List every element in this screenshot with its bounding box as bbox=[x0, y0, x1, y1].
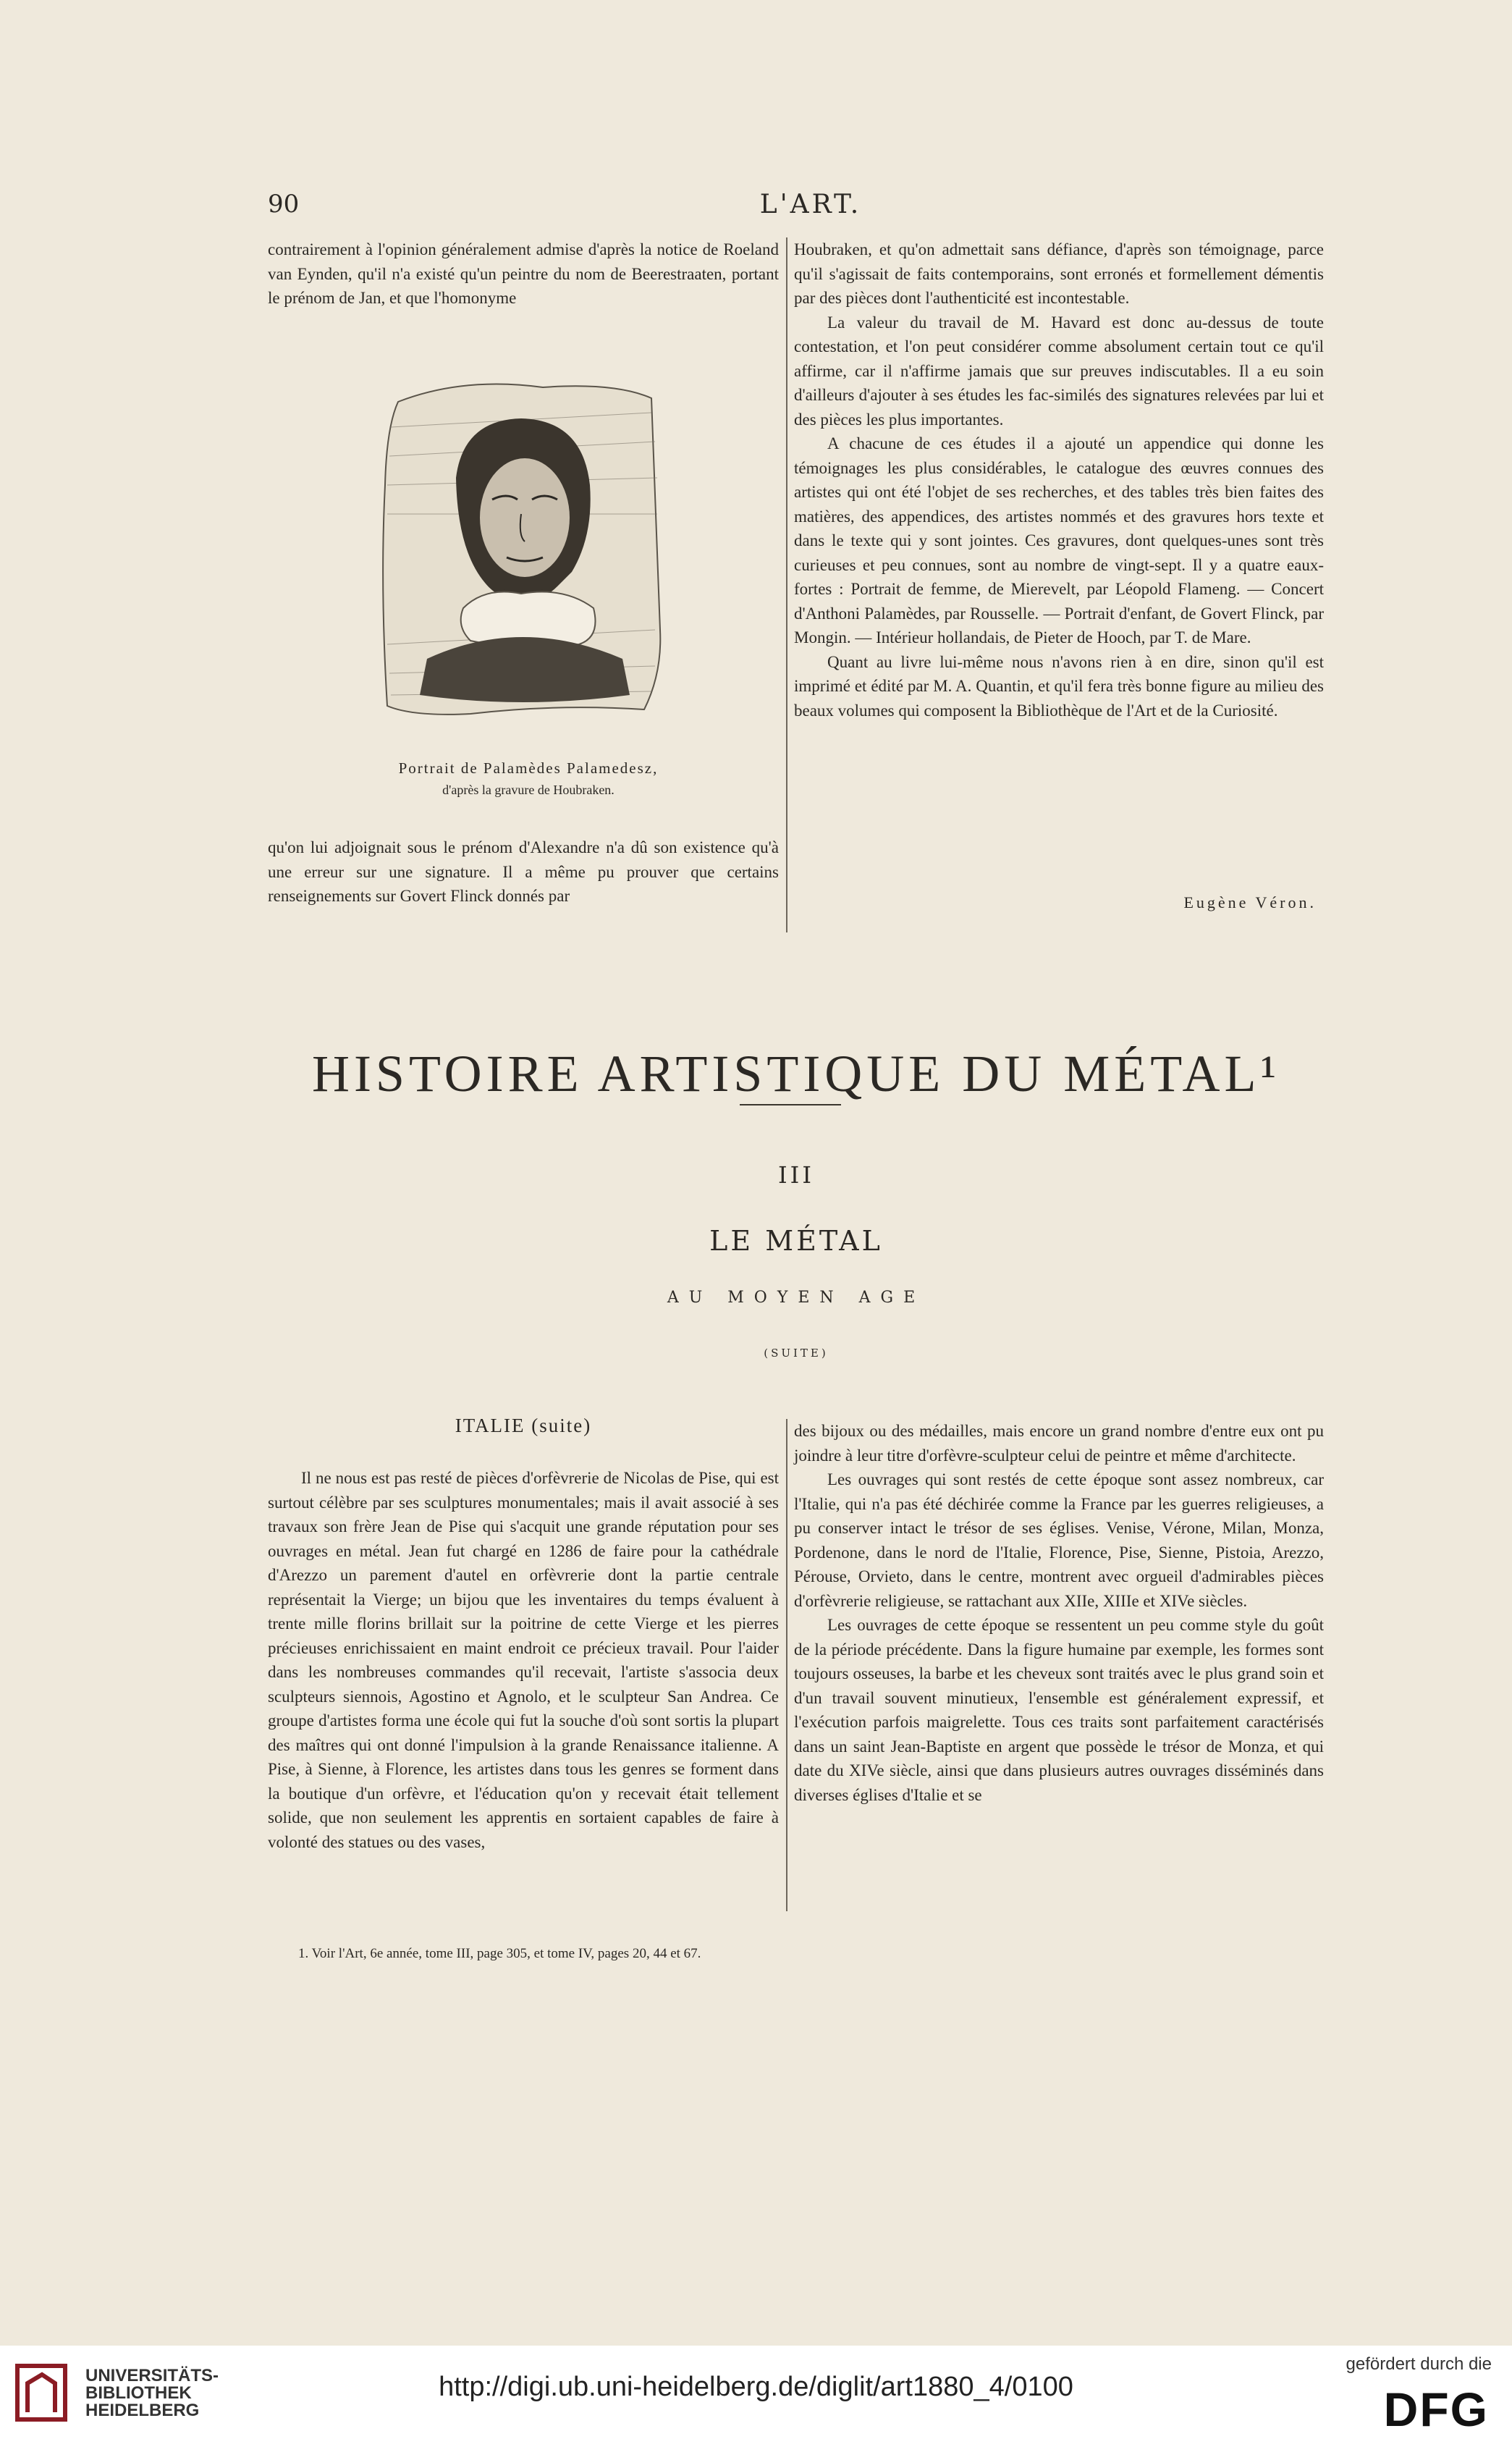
institution-line: HEIDELBERG bbox=[85, 2401, 200, 2420]
sub-heading: ITALIE (suite) bbox=[455, 1415, 592, 1436]
paragraph: Les ouvrages de cette époque se ressentent un peu comme style du goût de la période précédente. Dans la figure humaine par exemple, les formes sont toujours osseuses, la barbe et les cheveux sont traités avec le plus grand soin et d'un travail souvent minutieux, l'ensemble est généralement expressif, et l'exécution parfois maigrelette. Tous ces traits sont parfaitement caractérisés dans un saint Jean-Baptiste en argent que possède le trésor de Monza, et qui date du XIVe siècle, ainsi que dans plusieurs autres ouvrages disséminés dans diverses églises d'Italie et se bbox=[794, 1616, 1324, 1804]
column-left-bottom bbox=[268, 1466, 779, 1854]
running-head: L'ART. bbox=[759, 190, 862, 219]
chapter-number: III bbox=[778, 1161, 814, 1189]
page-header bbox=[268, 190, 1353, 226]
title-divider bbox=[740, 1104, 841, 1105]
section-title: HISTOIRE ARTISTIQUE DU MÉTAL¹ bbox=[311, 1045, 1281, 1103]
chapter-subtitle: AU MOYEN AGE bbox=[667, 1289, 926, 1307]
caption-source: d'après la gravure de Houbraken. bbox=[442, 783, 614, 797]
column-divider-top bbox=[786, 237, 787, 932]
funding-note: gefördert durch die bbox=[1346, 2354, 1492, 2374]
paragraph: contrairement à l'opinion généralement admise d'après la notice de Roeland van Eynden, qu'il n'a existé qu'un peintre du nom de Beerestraaten, portant le prénom de Jan, et que l'homonyme bbox=[268, 240, 779, 307]
column-divider-bottom bbox=[786, 1419, 787, 1911]
paragraph: La valeur du travail de M. Havard est donc au-dessus de toute contestation, et l'on peut considérer comme absolument certain tout ce qu'il affirme, car il n'affirme jamais que sur preuves indiscutables. Il a eu soin d'ailleurs d'ajouter à ses études les fac-similés des signatures relevées par lui et des pièces les plus importantes. bbox=[794, 313, 1324, 429]
paragraph: Les ouvrages qui sont restés de cette époque sont assez nombreux, car l'Italie, qui n'a pas été déchirée comme la France par les guerres religieuses, a pu conserver intact le trésor de ses églises. Venise, Vérone, Milan, Monza, Pordenone, dans le nord de l'Italie, Florence, Pise, Sienne, Pistoia, Arezzo, Pérouse, Orvieto, dans le centre, montrent avec orgueil d'admirables pièces d'orfèvrerie religieuse, se rattachant aux XIIe, XIIIe et XIVe siècles. bbox=[794, 1470, 1324, 1610]
paragraph: Houbraken, et qu'on admettait sans défiance, d'après son témoignage, parce qu'il s'agissait de faits contemporains, sont erronés et formellement démentis par des pièces dont l'authenticité est incontestable. bbox=[794, 240, 1324, 307]
paragraph: Quant au livre lui-même nous n'avons rien à en dire, sinon qu'il est imprimé et édité par M. A. Quantin, et qu'il fera très bonne figure au milieu des beaux volumes qui composent la Bibliothèque de l'Art et de la Curiosité. bbox=[794, 652, 1324, 720]
permalink-url[interactable]: http://digi.ub.uni-heidelberg.de/diglit/art1880_4/0100 bbox=[439, 2372, 1073, 2402]
paragraph: qu'on lui adjoignait sous le prénom d'Alexandre n'a dû son existence qu'à une erreur sur une signature. Il a même pu prouver que certains renseignements sur Govert Flinck donnés par bbox=[268, 838, 779, 905]
page-number: 90 bbox=[268, 190, 300, 219]
column-right-bottom bbox=[794, 1419, 1324, 1807]
footnote: 1. Voir l'Art, 6e année, tome III, page 305, et tome IV, pages 20, 44 et 67. bbox=[298, 1946, 701, 1961]
column-right-top bbox=[794, 237, 1324, 723]
portrait-engraving bbox=[376, 369, 666, 731]
column-left-top-continued bbox=[268, 835, 779, 909]
paragraph: Il ne nous est pas resté de pièces d'orfèvrerie de Nicolas de Pise, qui est surtout célèbre par ses sculptures monumentales; mais il avait associé à ses travaux son frère Jean de Pise qui s'acquit une grande réputation pour ses ouvrages en métal. Jean fut chargé en 1286 de faire pour la cathédrale d'Arezzo un parement d'autel en orfèvrerie dont la partie centrale représentait la Vierge; un bijou que les inventaires du temps évaluent à trente mille florins brillait sur la poitrine de cette Vierge et les pierres précieuses enrichissaient en maint endroit ce précieux travail. Pour l'aider dans les nombreuses commandes qu'il recevait, l'artiste s'associa deux sculpteurs siennois, Agostino et Agnolo, et le sculpteur San Andrea. Ce groupe d'artistes forma une école qui fut la souche d'où sont sortis la plupart des maîtres qui ont donné l'impulsion à la grande Renaissance italienne. A Pise, à Sienne, à Florence, les artistes dans tous les genres se forment dans la boutique d'un orfèvre, et l'éducation qu'on y recevait était tellement solide, que non seulement les apprentis en sortaient capables de faire à volonté des statues ou des vases, bbox=[268, 1469, 779, 1851]
caption-title: Portrait de Palamèdes Palamedesz, bbox=[398, 759, 659, 777]
dfg-logo: DFG bbox=[1383, 2383, 1489, 2436]
paragraph: des bijoux ou des médailles, mais encore un grand nombre d'entre eux ont pu joindre à leur titre d'orfèvre-sculpteur celui de peintre et même d'architecte. bbox=[794, 1422, 1324, 1465]
author-signature: Eugène Véron. bbox=[1183, 893, 1317, 911]
paragraph: A chacune de ces études il a ajouté un appendice qui donne les témoignages les plus considérables, le catalogue des œuvres connues des artistes qui ont été l'objet de ses recherches, et des tables très bien faites des matières, des appendices, des artistes nommés et des gravures hors texte et dans le texte qui y sont jointes. Ces gravures, dont quelques-unes sont très curieuses et peu connues, sont au nombre de vingt-sept. Il y a quatre eaux-fortes : Portrait de femme, de Mierevelt, par Léopold Flameng. — Concert d'Anthoni Palamèdes, par Rousselle. — Portrait d'enfant, de Govert Flinck, par Mongin. — Intérieur hollandais, de Pieter de Hooch, par T. de Mare. bbox=[794, 434, 1324, 646]
institution-line: UNIVERSITÄTS- bbox=[85, 2366, 219, 2385]
column-left-top bbox=[268, 237, 779, 311]
chapter-suite: (SUITE) bbox=[764, 1347, 829, 1360]
portrait-caption bbox=[297, 757, 760, 801]
chapter-title: LE MÉTAL bbox=[709, 1225, 883, 1257]
institution-line: BIBLIOTHEK bbox=[85, 2383, 192, 2403]
